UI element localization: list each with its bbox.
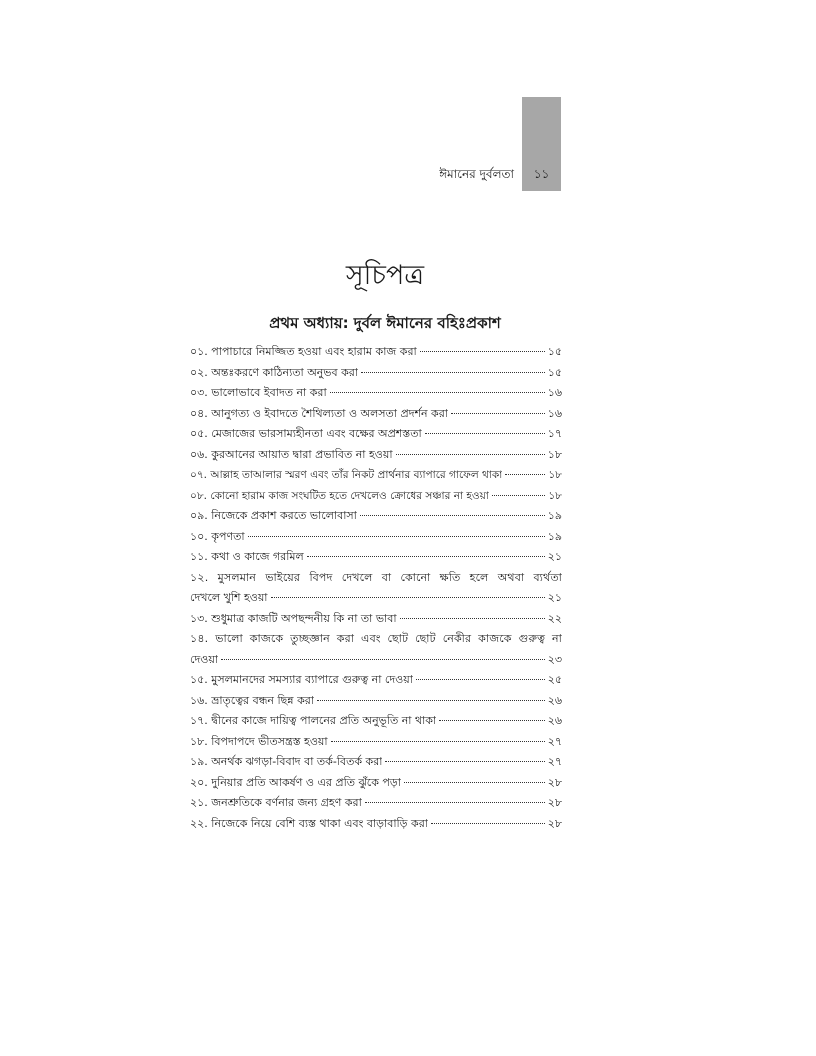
toc-entry-text: ০৫. মেজাজের ভারসাম্যহীনতা এবং বক্ষের অপ্রশস্ততা xyxy=(190,427,422,440)
dot-leader xyxy=(271,597,545,598)
toc-entry-page: ২৮ xyxy=(547,775,562,789)
toc-entry-page: ১৮ xyxy=(548,489,562,502)
toc-entry-page: ১৮ xyxy=(548,469,562,481)
toc-entry-text: ১৮. বিপদাপদে ভীতসন্ত্রস্ত হওয়া xyxy=(190,734,328,748)
toc-entry-page: ২১ xyxy=(547,591,562,604)
toc-entry-text: ০৯. নিজেকে প্রকাশ করতে ভালোবাসা xyxy=(190,509,357,522)
toc-entry-text: ০৭. আল্লাহ তাআলার স্মরণ এবং তাঁর নিকট প্রার্থনার ব্যাপারে গাফেল থাকা xyxy=(190,469,503,481)
dot-leader xyxy=(248,536,545,537)
dot-leader xyxy=(439,720,544,721)
toc-entry-text: ০৮. কোনো হারাম কাজ সংঘটিত হতে দেখলেও ক্রোধের সঞ্চার না হওয়া xyxy=(190,489,489,502)
toc-entry-continuation[interactable] xyxy=(190,588,562,609)
toc-entry-page: ২৮ xyxy=(547,796,562,809)
dot-leader xyxy=(451,413,545,414)
dot-leader xyxy=(492,495,545,496)
dot-leader xyxy=(404,782,545,783)
toc-entry-continuation-text: দেওয়া xyxy=(190,652,219,666)
toc-entry-text: ১৬. ভ্রাতৃত্বের বন্ধন ছিন্ন করা xyxy=(190,693,315,707)
toc-entry-text: ১০. কৃপণতা xyxy=(190,529,245,543)
toc-entry[interactable] xyxy=(190,445,562,466)
toc-entry[interactable] xyxy=(190,609,562,630)
toc-entry-page: ২৫ xyxy=(547,673,562,686)
toc-entry[interactable] xyxy=(190,404,562,425)
toc-entry-page: ১৮ xyxy=(547,447,562,461)
dot-leader xyxy=(330,392,545,393)
toc-entry[interactable] xyxy=(190,527,562,548)
toc-entry[interactable] xyxy=(190,670,562,691)
toc-entry-page: ২৮ xyxy=(547,816,562,830)
dot-leader xyxy=(505,474,545,475)
toc-entry[interactable] xyxy=(190,773,562,794)
dot-leader xyxy=(425,433,545,434)
toc-title: সূচিপত্র xyxy=(345,260,425,291)
toc-entry[interactable] xyxy=(190,342,562,363)
dot-leader xyxy=(360,515,545,516)
toc-entry-text: ০৪. আনুগত্য ও ইবাদতে শৈথিল্যতা ও অলসতা প্রদর্শন করা xyxy=(190,406,448,420)
toc-entry-page: ১৫ xyxy=(547,345,562,358)
toc-entry[interactable] xyxy=(190,711,562,732)
toc-entry-page: ২২ xyxy=(547,611,562,625)
toc-entry[interactable] xyxy=(190,465,562,486)
dot-leader xyxy=(221,659,545,660)
toc-entry[interactable] xyxy=(190,486,562,507)
toc-entry[interactable] xyxy=(190,363,562,384)
toc-entry-text: ১৫. মুসলমানদের সমস্যার ব্যাপারে গুরুত্ব না দেওয়া xyxy=(190,673,413,686)
dot-leader xyxy=(400,618,545,619)
dot-leader xyxy=(307,556,545,557)
toc-entry-first-line[interactable] xyxy=(190,568,562,589)
toc-entry-page: ১৯ xyxy=(547,509,562,522)
toc-entry-text: ১১. কথা ও কাজে গরমিল xyxy=(190,550,304,563)
toc-entry-continuation-text: দেখলে খুশি হওয়া xyxy=(190,591,268,604)
toc-entry[interactable] xyxy=(190,732,562,753)
toc-entry-text: ১৭. দ্বীনের কাজে দায়িত্ব পালনের প্রতি অনুভূতি না থাকা xyxy=(190,714,437,727)
toc-entry-text: ০৩. ভালোভাবে ইবাদত না করা xyxy=(190,386,327,399)
toc-entry-page: ১৬ xyxy=(547,406,562,420)
dot-leader xyxy=(331,741,545,742)
toc-entry-page: ২৭ xyxy=(547,755,562,768)
toc-entry-text: ২২. নিজেকে নিয়ে বেশি ব্যস্ত থাকা এবং বাড়াবাড়ি করা xyxy=(190,816,428,830)
toc-entry[interactable] xyxy=(190,547,562,568)
toc-entry-page: ২৩ xyxy=(547,652,562,666)
chapter-title: প্রথম অধ্যায়: দুর্বল ঈমানের বহিঃপ্রকাশ xyxy=(269,314,501,332)
toc-entry-text: ২১. জনশ্রুতিকে বর্ণনার জন্য গ্রহণ করা xyxy=(190,796,362,809)
toc-entry-text: ১২. মুসলমান ভাইয়ের বিপদ দেখলে বা কোনো ক্ষতি হলে অথবা ব্যর্থতা xyxy=(190,570,562,584)
toc-entry-continuation[interactable] xyxy=(190,650,562,671)
toc-entry[interactable] xyxy=(190,506,562,527)
toc-entry-page: ১৭ xyxy=(547,427,562,440)
dot-leader xyxy=(416,679,545,680)
dot-leader xyxy=(420,351,545,352)
toc-entry-page: ২৭ xyxy=(547,734,562,748)
toc-entry[interactable] xyxy=(190,752,562,773)
toc-entry-text: ০৬. কুরআনের আয়াত দ্বারা প্রভাবিত না হওয়া xyxy=(190,447,393,461)
toc-list xyxy=(190,342,562,834)
running-header-title: ঈমানের দুর্বলতা xyxy=(439,167,514,181)
toc-entry-text: ১৯. অনর্থক ঝগড়া-বিবাদ বা তর্ক-বিতর্ক করা xyxy=(190,755,383,768)
dot-leader xyxy=(361,372,545,373)
toc-entry[interactable] xyxy=(190,814,562,835)
toc-entry-text: ২০. দুনিয়ার প্রতি আকর্ষণ ও এর প্রতি ঝুঁকে পড়া xyxy=(190,775,401,789)
dot-leader xyxy=(396,454,545,455)
toc-entry-page: ১৯ xyxy=(547,529,562,543)
toc-entry-page: ২৬ xyxy=(547,714,562,727)
toc-entry-first-line[interactable] xyxy=(190,629,562,650)
dot-leader xyxy=(365,802,545,803)
page-number: ১১ xyxy=(533,167,550,181)
toc-entry-text: ১৪. ভালো কাজকে তুচ্ছজ্ঞান করা এবং ছোট ছোট নেকীর কাজকে গুরুত্ব না xyxy=(190,632,562,645)
toc-entry[interactable] xyxy=(190,793,562,814)
toc-entry-page: ১৫ xyxy=(547,365,562,379)
toc-entry[interactable] xyxy=(190,383,562,404)
toc-entry-page: ২৬ xyxy=(547,693,562,707)
toc-entry-page: ১৬ xyxy=(547,386,562,399)
dot-leader xyxy=(431,823,545,824)
dot-leader xyxy=(385,761,544,762)
toc-entry-text: ০১. পাপাচারে নিমজ্জিত হওয়া এবং হারাম কাজ করা xyxy=(190,345,417,358)
toc-entry-text: ০২. অন্তঃকরণে কাঠিন্যতা অনুভব করা xyxy=(190,365,359,379)
toc-entry[interactable] xyxy=(190,424,562,445)
toc-entry-page: ২১ xyxy=(547,550,562,563)
dot-leader xyxy=(317,700,545,701)
toc-entry-text: ১৩. শুধুমাত্র কাজটি অপছন্দনীয় কি না তা ভাবা xyxy=(190,611,397,625)
toc-entry[interactable] xyxy=(190,691,562,712)
